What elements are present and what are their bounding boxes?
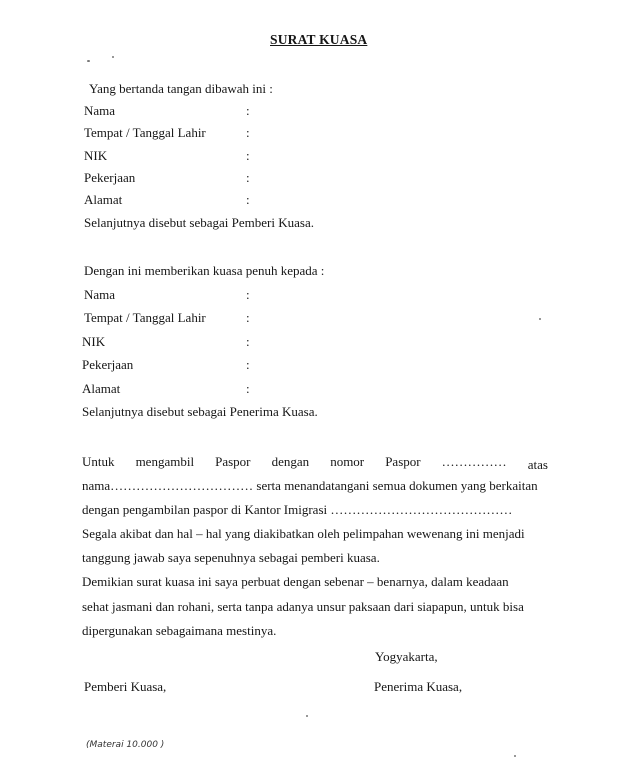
giver-intro: Yang bertanda tangan dibawah ini : <box>89 81 273 96</box>
receiver-colon-alamat: : <box>246 381 250 396</box>
scan-speck <box>539 318 541 320</box>
giver-colon-nik: : <box>246 148 250 163</box>
body-line-7: sehat jasmani dan rohani, serta tanpa adanya unsur paksaan dari siapapun, untuk bisa <box>82 599 524 614</box>
receiver-label-alamat: Alamat <box>82 381 121 396</box>
body-word: atas <box>527 457 548 472</box>
document-title: SURAT KUASA <box>270 32 368 47</box>
passport-number-blank: …………… <box>441 454 507 469</box>
body-word: Paspor <box>385 454 421 469</box>
scan-speck <box>87 60 90 62</box>
receiver-colon-pekerjaan: : <box>246 357 250 372</box>
body-word: Paspor <box>215 454 251 469</box>
giver-label-nik: NIK <box>84 148 108 163</box>
receiver-label-nama: Nama <box>84 287 116 302</box>
giver-label-ttl: Tempat / Tanggal Lahir <box>84 125 206 140</box>
giver-colon-ttl: : <box>246 125 250 140</box>
receiver-closing: Selanjutnya disebut sebagai Penerima Kuasa. <box>82 404 318 419</box>
body-word: dengan <box>271 454 310 469</box>
giver-closing: Selanjutnya disebut sebagai Pemberi Kuasa. <box>84 215 314 230</box>
materai-note: (Materai 10.000 ) <box>86 740 165 750</box>
receiver-intro: Dengan ini memberikan kuasa penuh kepada : <box>84 263 325 278</box>
giver-label-nama: Nama <box>84 103 116 118</box>
body-word: nomor <box>330 454 365 469</box>
receiver-colon-ttl: : <box>246 310 250 325</box>
body-line-4: Segala akibat dan hal – hal yang diakibatkan oleh pelimpahan wewenang ini menjadi <box>82 526 525 541</box>
body-line-6: Demikian surat kuasa ini saya perbuat dengan sebenar – benarnya, dalam keadaan <box>82 574 509 589</box>
body-word: Untuk <box>82 454 115 469</box>
giver-colon-nama: : <box>246 103 250 118</box>
body-line-5: tanggung jawab saya sepenuhnya sebagai pemberi kuasa. <box>82 550 380 565</box>
giver-label-alamat: Alamat <box>84 192 123 207</box>
body-line-1 <box>82 455 548 471</box>
signer-right: Penerima Kuasa, <box>374 679 463 694</box>
receiver-label-ttl: Tempat / Tanggal Lahir <box>84 310 206 325</box>
giver-colon-pekerjaan: : <box>246 170 250 185</box>
body-line-2: nama…………………………… serta menandatangani semua dokumen yang berkaitan <box>82 478 538 493</box>
scan-speck <box>112 56 114 58</box>
scan-speck <box>514 755 516 757</box>
body-line-8: dipergunakan sebagaimana mestinya. <box>82 623 277 638</box>
receiver-label-pekerjaan: Pekerjaan <box>82 357 134 372</box>
receiver-colon-nik: : <box>246 334 250 349</box>
scan-speck <box>306 715 308 717</box>
giver-label-pekerjaan: Pekerjaan <box>84 170 136 185</box>
body-word: mengambil <box>135 454 195 469</box>
receiver-label-nik: NIK <box>82 334 106 349</box>
place-line: Yogyakarta, <box>375 649 438 664</box>
body-line-3: dengan pengambilan paspor di Kantor Imigrasi …………………………………… <box>82 502 513 517</box>
receiver-colon-nama: : <box>246 287 250 302</box>
giver-colon-alamat: : <box>246 192 250 207</box>
signer-left: Pemberi Kuasa, <box>84 679 167 694</box>
